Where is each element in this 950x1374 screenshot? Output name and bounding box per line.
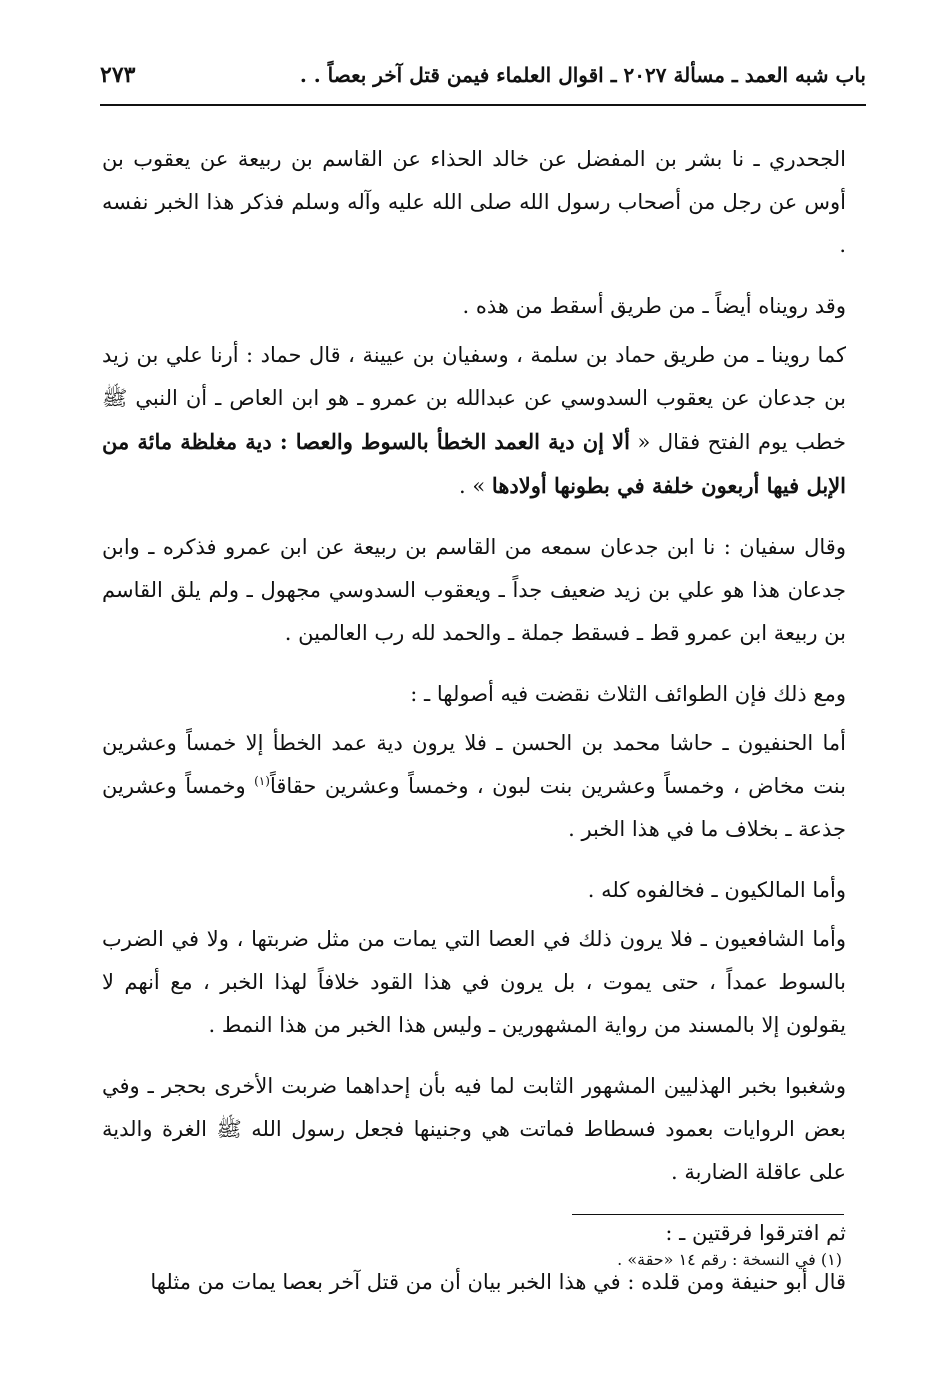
- paragraph-text: كما روينا ـ من طريق حماد بن سلمة ، وسفيان بن عيينة ، قال حماد : أرنا علي بن زيد بن جدعان عن يعقوب السدوسي عن عبدالله بن عمرو ـ هو ابن العاص ـ أن النبي ﷺ خطب يوم الفتح فقال «: [102, 343, 846, 454]
- paragraph-text: الجحدري ـ نا بشر بن المفضل عن خالد الحذاء عن القاسم بن ربيعة عن يعقوب بن أوس عن رجل من أصحاب رسول الله صلى الله عليه وآله وسلم فذكر هذا الخبر نفسه .: [102, 147, 846, 257]
- paragraph-4: [102, 526, 846, 655]
- paragraph-1: [102, 138, 846, 267]
- paragraph-2: [102, 285, 846, 328]
- paragraph-9: [102, 1065, 846, 1194]
- paragraph-5: [102, 673, 846, 716]
- paragraph-text: ومع ذلك فإن الطوائف الثلاث نقضت فيه أصولها ـ :: [410, 682, 846, 706]
- running-header: [100, 52, 866, 98]
- footnote-marker: (١): [254, 774, 270, 788]
- footnote: (١) في النسخة : رقم ١٤ «حقة» .: [617, 1250, 842, 1269]
- footnote-rule: [572, 1214, 844, 1215]
- paragraph-text: ثم افترقوا فرقتين ـ :: [665, 1221, 846, 1245]
- hadith-quote: ألا إن دية العمد الخطأ بالسوط والعصا : دية مغلظة مائة من الإبل فيها أربعون خلفة في بطونها أولادها: [102, 429, 846, 498]
- paragraph-text-tail: » .: [459, 474, 492, 498]
- paragraph-text: وقال سفيان : نا ابن جدعان سمعه من القاسم بن ربيعة عن ابن عمرو فذكره ـ وابن جدعان هذا هو علي بن زيد ضعيف جداً ـ ويعقوب السدوسي مجهول ـ ولم يلق القاسم بن ربيعة ابن عمرو قط ـ فسقط جملة ـ والحمد لله رب العالمين .: [102, 535, 846, 645]
- paragraph-6: [102, 722, 846, 851]
- paragraph-7: [102, 869, 846, 912]
- paragraph-text: وقد رويناه أيضاً ـ من طريق أسقط من هذه .: [462, 294, 846, 318]
- header-rule: [100, 104, 866, 106]
- paragraph-text: أما الحنفيون ـ حاشا محمد بن الحسن ـ فلا يرون دية عمد الخطأ إلا خمساً وعشرين بنت مخاض ، وخمساً وعشرين بنت لبون ، وخمساً وعشرين حقاقاً: [102, 731, 846, 798]
- paragraph-3: [102, 334, 846, 508]
- paragraph-text: وشغبوا بخبر الهذليين المشهور الثابت لما فيه بأن إحداهما ضربت الأخرى بحجر ـ وفي بعض الروايات بعمود فسطاط فماتت هي وجنينها فجعل رسول الله ﷺ الغرة والدية على عاقلة الضاربة .: [102, 1074, 846, 1184]
- body-text: [102, 138, 846, 1322]
- paragraph-text-tail: وخمساً وعشرين جذعة ـ بخلاف ما في هذا الخبر .: [102, 774, 846, 841]
- paragraph-8: [102, 918, 846, 1047]
- paragraph-text: وأما الشافعيون ـ فلا يرون ذلك في العصا التي يمات من مثل ضربتها ، ولا في الضرب بالسوط عمداً ، حتى يموت ، بل يرون في هذا القود خلافاً لهذا الخبر ، مع أنهم لا يقولون إلا بالمسند من رواية المشهورين ـ وليس هذا الخبر من هذا النمط .: [102, 927, 846, 1037]
- paragraph-text: وأما المالكيون ـ فخالفوه كله .: [587, 878, 846, 902]
- page-number: ٢٧٣: [100, 62, 136, 88]
- paragraph-text: قال أبو حنيفة ومن قلده : في هذا الخبر بيان أن من قتل آخر بعصا يمات من مثلها: [150, 1270, 846, 1294]
- header-title: باب شبه العمد ـ مسألة ٢٠٢٧ ـ اقوال العلماء فيمن قتل آخر بعصاً . .: [299, 63, 866, 87]
